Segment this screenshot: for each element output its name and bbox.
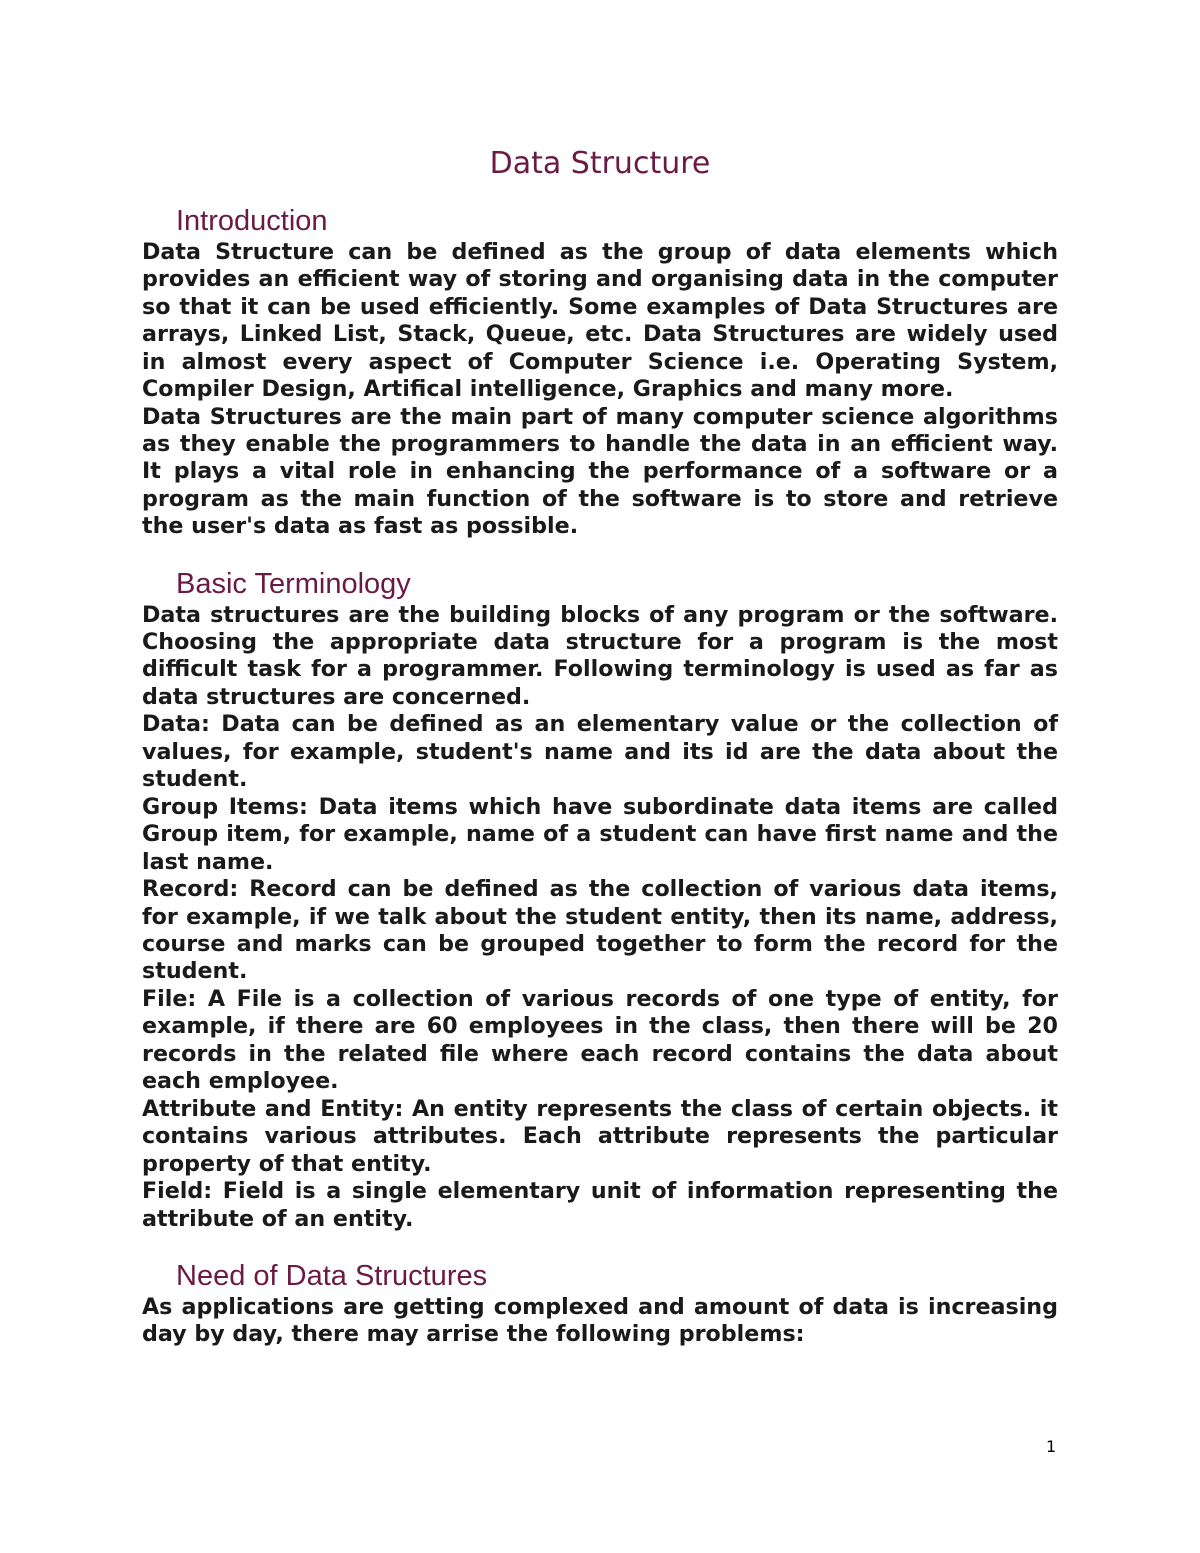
section-heading-introduction: Introduction — [176, 205, 328, 237]
need-paragraph-1: As applications are getting complexed and amount of data is increasing day by day, there may arrise the following problems: — [142, 1293, 1058, 1348]
terminology-data: Data: Data can be defined as an elementary value or the collection of values, for example, student's name and its id are the data about the student. — [142, 711, 1058, 793]
section-heading-need-of-data-structures: Need of Data Structures — [176, 1260, 488, 1292]
document-title: Data Structure — [489, 146, 711, 181]
terminology-field: Field: Field is a single elementary unit of information representing the attribute of an entity. — [142, 1178, 1058, 1232]
terminology-group-items: Group Items: Data items which have subordinate data items are called Group item, for example, name of a student can have first name and the last name. — [142, 793, 1058, 875]
terminology-paragraph-intro: Data structures are the building blocks of any program or the software. Choosing the appropriate data structure for a program is the most difficult task for a programmer. Following terminology is used as far as data structures are concerned. — [142, 601, 1058, 710]
terminology-attribute-entity: Attribute and Entity: An entity represents the class of certain objects. it contains various attributes. Each attribute represents the particular property of that entity. — [142, 1095, 1058, 1177]
section-heading-basic-terminology: Basic Terminology — [176, 567, 411, 600]
terminology-file: File: A File is a collection of various records of one type of entity, for example, if there are 60 employees in the class, then there will be 20 records in the related file where each record contains the data about each employee. — [142, 985, 1058, 1095]
intro-paragraph-2: Data Structures are the main part of many computer science algorithms as they enable the programmers to handle the data in an efficient way. It plays a vital role in enhancing the performance of a software or a program as the main function of the software is to store and retrieve the user's data as fast as possible. — [142, 403, 1058, 540]
terminology-record: Record: Record can be defined as the collection of various data items, for example, if we talk about the student entity, then its name, address, course and marks can be grouped together to form the record for the student. — [142, 876, 1058, 985]
page-number: 1 — [1046, 1437, 1057, 1456]
intro-paragraph-1: Data Structure can be defined as the group of data elements which provides an efficient way of storing and organising data in the computer so that it can be used efficiently. Some examples of Data Structures are arrays, Linked List, Stack, Queue, etc. Data Structures are widely used in almost every aspect of Computer Science i.e. Operating System, Compiler Design, Artifical intelligence, Graphics and many more. — [142, 238, 1058, 403]
page-content — [142, 146, 1058, 1349]
